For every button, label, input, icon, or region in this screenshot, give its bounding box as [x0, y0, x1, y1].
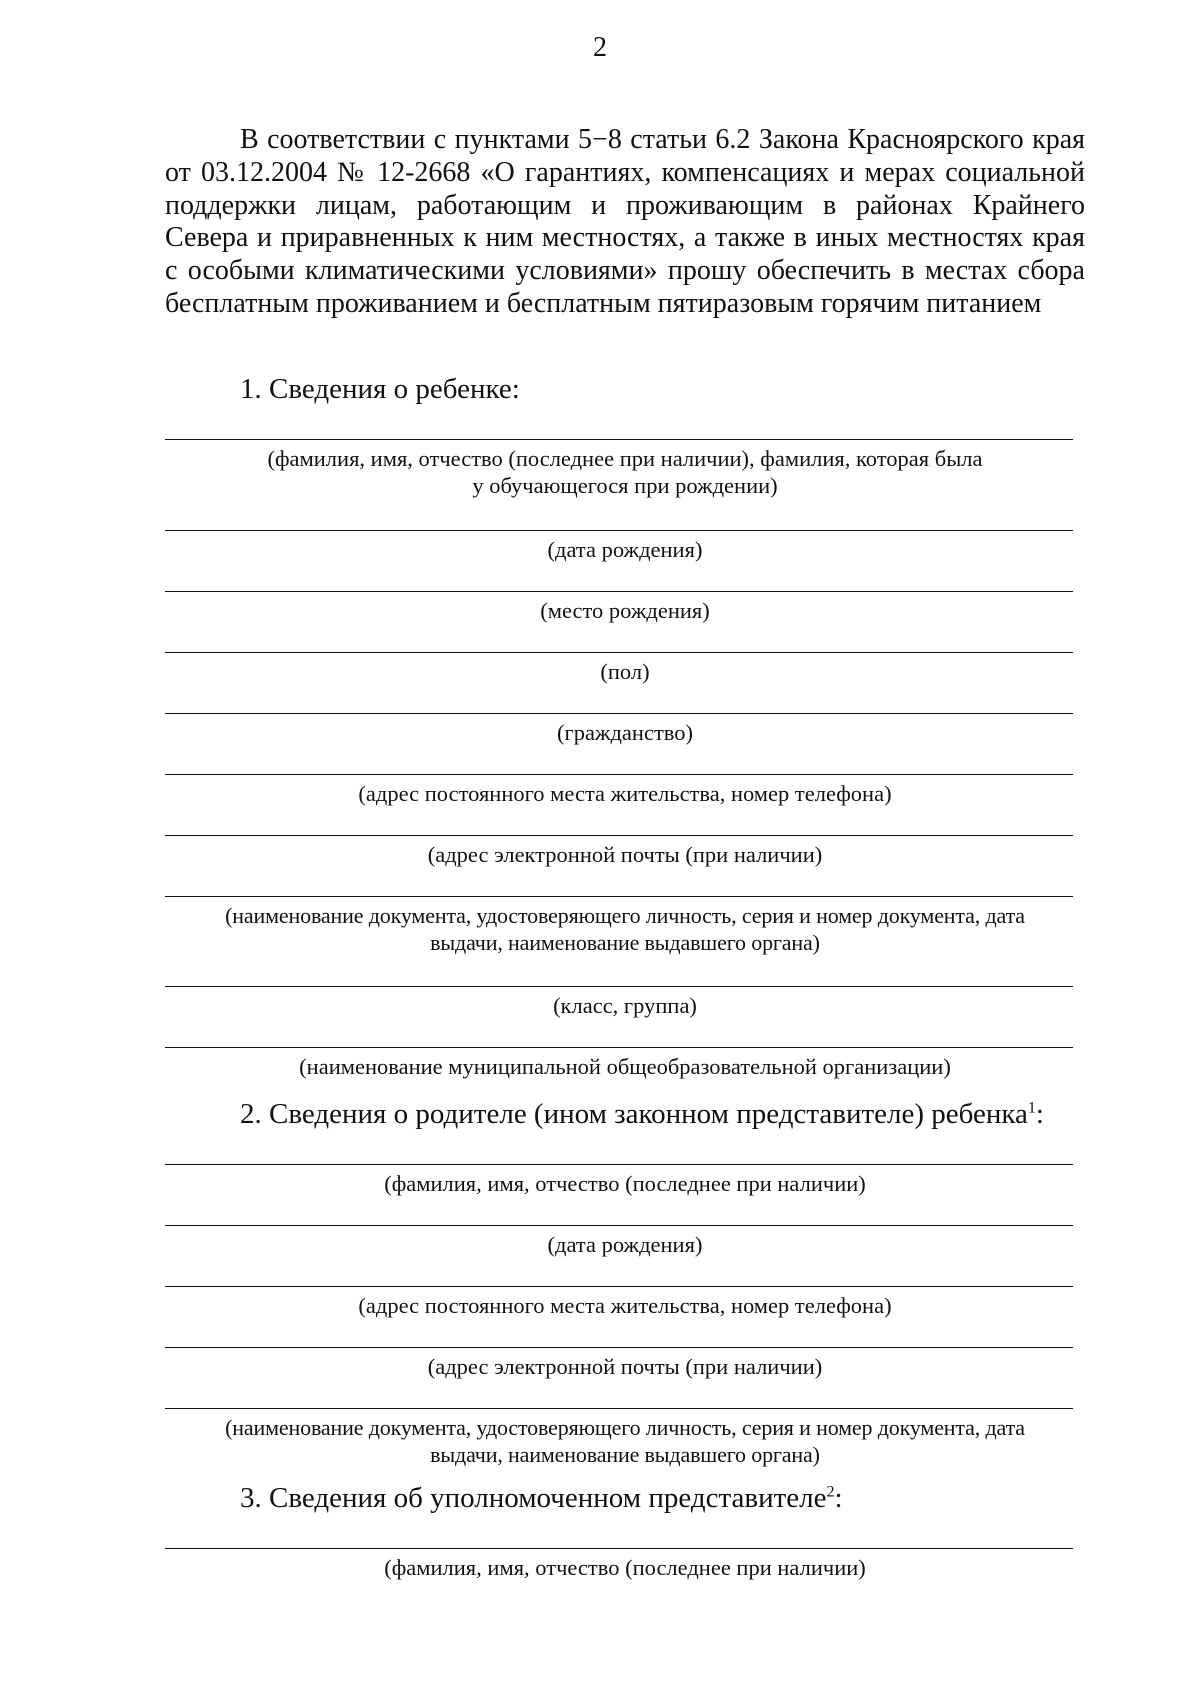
- section2-heading: 2. Сведения о родителе (ином законном представителе) ребенка$^1$:: [240, 1098, 1044, 1130]
- field-line-child-email[interactable]: [165, 835, 1073, 836]
- field-line-parent-document[interactable]: [165, 1408, 1073, 1409]
- field-line-parent-email[interactable]: [165, 1347, 1073, 1348]
- intro-paragraph: В соответствии с пунктами 5−8 статьи 6.2 Закона Красноярского края от 03.12.2004 № 12-2668 «О гарантиях, компенсациях и мерах социальной поддержки лицам, работающим и проживающим в районах Крайнего Севера и приравненных к ним местностях, а также в иных местностях края с особыми климатическими условиями» прошу обеспечить в местах сбора бесплатным проживанием и бесплатным пятиразовым горячим питанием: [165, 124, 1085, 319]
- field-line-child-class[interactable]: [165, 986, 1073, 987]
- caption-child-address: (адрес постоянного места жительства, номер телефона): [358, 781, 892, 806]
- field-line-child-sex[interactable]: [165, 652, 1073, 653]
- caption-child-birthdate: (дата рождения): [547, 537, 703, 562]
- caption-child-email: (адрес электронной почты (при наличии): [427, 842, 823, 867]
- caption-child-class: (класс, группа): [553, 993, 697, 1018]
- field-line-child-birthplace[interactable]: [165, 591, 1073, 592]
- field-line-child-name[interactable]: [165, 439, 1073, 440]
- caption-child-sex: (пол): [600, 659, 650, 684]
- footnote-mark-2: 2: [826, 1483, 835, 1501]
- caption-child-school: (наименование муниципальной общеобразовательной организации): [299, 1054, 951, 1079]
- field-line-parent-address[interactable]: [165, 1286, 1073, 1287]
- caption-parent-email: (адрес электронной почты (при наличии): [427, 1354, 823, 1379]
- caption-child-birthplace: (место рождения): [540, 598, 710, 623]
- caption-representative-name: (фамилия, имя, отчество (последнее при наличии): [384, 1555, 866, 1580]
- caption-child-citizenship: (гражданство): [556, 720, 693, 745]
- caption-parent-name: (фамилия, имя, отчество (последнее при наличии): [384, 1171, 866, 1196]
- field-line-child-document[interactable]: [165, 896, 1073, 897]
- section1-heading: 1. Сведения о ребенке:: [240, 373, 520, 405]
- field-line-child-birthdate[interactable]: [165, 530, 1073, 531]
- caption-parent-address: (адрес постоянного места жительства, номер телефона): [358, 1293, 892, 1318]
- section3-heading: 3. Сведения об уполномоченном представителе$^2$:: [240, 1482, 843, 1514]
- field-line-parent-birthdate[interactable]: [165, 1225, 1073, 1226]
- field-line-child-citizenship[interactable]: [165, 713, 1073, 714]
- field-line-parent-name[interactable]: [165, 1164, 1073, 1165]
- field-line-child-school[interactable]: [165, 1047, 1073, 1048]
- page-number: 2: [593, 32, 607, 63]
- caption-child-document: (наименование документа, удостоверяющего личность, серия и номер документа, дата выдачи, наименование выдавшего органа): [225, 903, 1025, 955]
- caption-child-name: (фамилия, имя, отчество (последнее при наличии), фамилия, которая была у обучающегося при рождении): [267, 446, 983, 498]
- field-line-child-address[interactable]: [165, 774, 1073, 775]
- caption-parent-birthdate: (дата рождения): [547, 1232, 703, 1257]
- footnote-mark-1: 1: [1027, 1099, 1036, 1117]
- caption-parent-document: (наименование документа, удостоверяющего личность, серия и номер документа, дата выдачи, наименование выдавшего органа): [225, 1415, 1025, 1467]
- field-line-representative-name[interactable]: [165, 1548, 1073, 1549]
